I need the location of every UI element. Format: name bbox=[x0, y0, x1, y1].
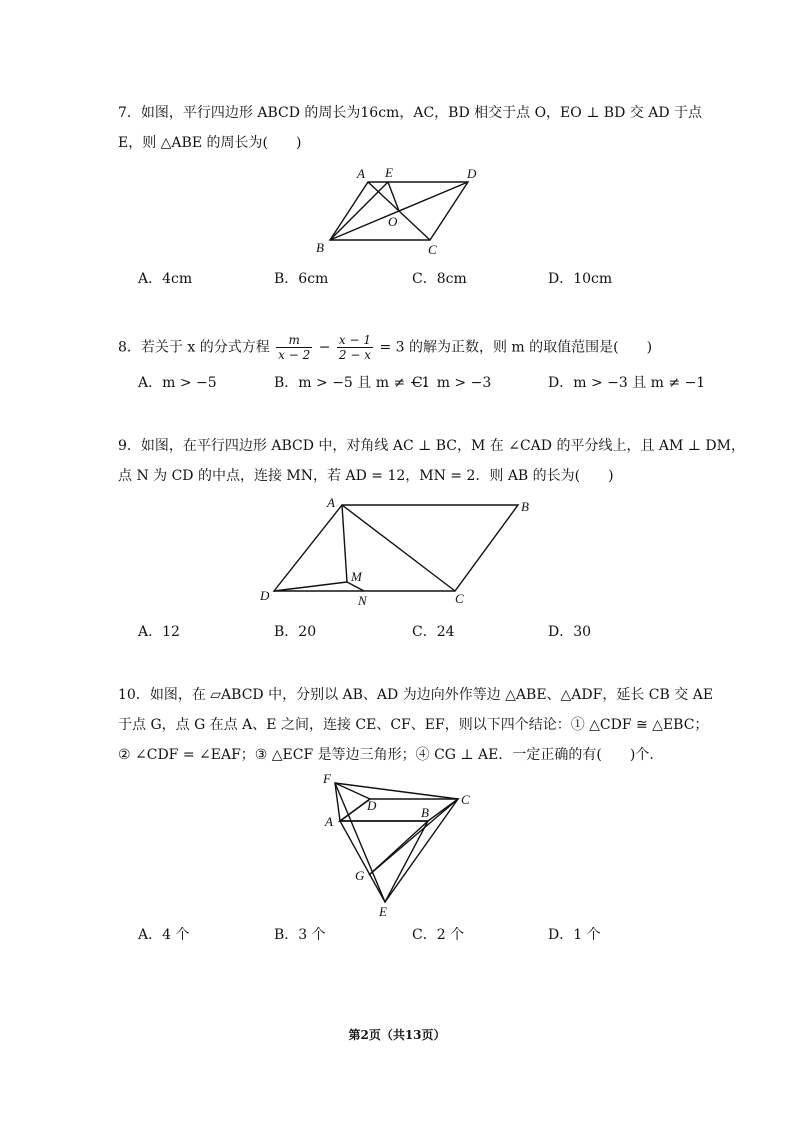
q8-option-b[interactable]: B．m > −5 且 m ≠ −1 bbox=[274, 375, 431, 391]
q9-parallelogram bbox=[274, 505, 518, 591]
q8-frac2-den: 2 − x bbox=[338, 348, 371, 362]
q10-text-line3: ② ∠CDF = ∠EAF；③ △ECF 是等边三角形；④ CG ⊥ AE．一定正确的有( )个． bbox=[118, 747, 664, 763]
q7-label-b: B bbox=[316, 240, 324, 255]
q10-label-f: F bbox=[323, 771, 331, 786]
q7-label-o: O bbox=[388, 214, 398, 229]
q10-segment-ef bbox=[335, 783, 385, 902]
q7-option-d[interactable]: D．10cm bbox=[548, 271, 613, 287]
q9-segment-dm bbox=[274, 582, 347, 591]
q8-frac1-den: x − 2 bbox=[278, 348, 311, 362]
q10-triangle-adf bbox=[335, 783, 370, 821]
q8-option-a[interactable]: A．m > −5 bbox=[138, 375, 217, 391]
q8-fraction-2 bbox=[337, 333, 373, 362]
q10-option-a[interactable]: A．4 个 bbox=[138, 927, 190, 943]
q9-label-b: B bbox=[521, 499, 529, 514]
q10-label-d: D bbox=[367, 798, 377, 813]
q10-text-line1: 10．如图，在 ▱ABCD 中，分别以 AB、AD 为边向外作等边 △ABE、△ADF，延长 CB 交 AE bbox=[118, 687, 714, 703]
q10-option-b[interactable]: B．3 个 bbox=[274, 927, 326, 943]
q7-text-line2: E，则 △ABE 的周长为( ) bbox=[118, 135, 302, 151]
q8-frac1-num: m bbox=[276, 333, 312, 348]
q7-segment-be bbox=[330, 182, 388, 240]
q8-suffix: = 3 的解为正数，则 m 的取值范围是( ) bbox=[379, 339, 653, 356]
q10-figure bbox=[315, 768, 490, 920]
q9-text-line2: 点 N 为 CD 的中点，连接 MN，若 AD = 12，MN = 2．则 AB 的长为( ) bbox=[118, 468, 614, 484]
q10-label-c: C bbox=[461, 792, 470, 807]
q9-option-b[interactable]: B．20 bbox=[274, 624, 317, 640]
page-footer: 第2页（共13页） bbox=[348, 1028, 446, 1042]
q10-segment-bg bbox=[369, 821, 428, 875]
q9-text-line1: 9．如图，在平行四边形 ABCD 中，对角线 AC ⊥ BC，M 在 ∠CAD 的平分线上，且 AM ⊥ DM， bbox=[118, 438, 745, 454]
q7-label-a: A bbox=[357, 166, 365, 181]
q7-option-b[interactable]: B．6cm bbox=[274, 271, 329, 287]
q9-label-d: D bbox=[260, 588, 270, 603]
q9-option-c[interactable]: C．24 bbox=[412, 624, 455, 640]
q10-label-e: E bbox=[379, 904, 387, 919]
q9-label-m: M bbox=[351, 569, 362, 584]
q10-text-line2: 于点 G，点 G 在点 A、E 之间，连接 CE、CF、EF，则以下四个结论：① △CDF ≅ △EBC； bbox=[118, 717, 709, 733]
q7-text-line1: 7．如图，平行四边形 ABCD 的周长为16cm，AC，BD 相交于点 O，EO ⊥ BD 交 AD 于点 bbox=[118, 105, 703, 121]
q10-label-b: B bbox=[421, 805, 429, 820]
q7-option-a[interactable]: A．4cm bbox=[138, 271, 193, 287]
q8-prefix: 8．若关于 x 的分式方程 bbox=[118, 339, 270, 356]
q10-option-c[interactable]: C．2 个 bbox=[412, 927, 465, 943]
q8-text bbox=[118, 333, 652, 362]
q8-option-d[interactable]: D．m > −3 且 m ≠ −1 bbox=[548, 375, 706, 391]
q7-label-d: D bbox=[467, 166, 477, 181]
q9-option-d[interactable]: D．30 bbox=[548, 624, 592, 640]
q8-fraction-1 bbox=[276, 333, 312, 362]
q7-figure bbox=[300, 160, 500, 260]
q7-option-c[interactable]: C．8cm bbox=[412, 271, 467, 287]
q8-option-c[interactable]: C．m > −3 bbox=[412, 375, 492, 391]
q9-option-a[interactable]: A．12 bbox=[138, 624, 180, 640]
q10-label-a: A bbox=[325, 814, 333, 829]
q7-label-e: E bbox=[385, 165, 393, 180]
q8-minus: − bbox=[318, 339, 331, 356]
q9-label-a: A bbox=[327, 495, 335, 510]
q8-frac2-num: x − 1 bbox=[338, 333, 371, 347]
q10-label-g: G bbox=[355, 868, 365, 883]
q10-parallelogram bbox=[340, 799, 458, 821]
q10-option-d[interactable]: D．1 个 bbox=[548, 927, 601, 943]
q9-segment-am bbox=[342, 505, 347, 582]
q9-label-c: C bbox=[455, 591, 464, 606]
q9-figure bbox=[250, 495, 550, 610]
q7-label-c: C bbox=[428, 242, 437, 257]
q9-label-n: N bbox=[358, 593, 367, 608]
